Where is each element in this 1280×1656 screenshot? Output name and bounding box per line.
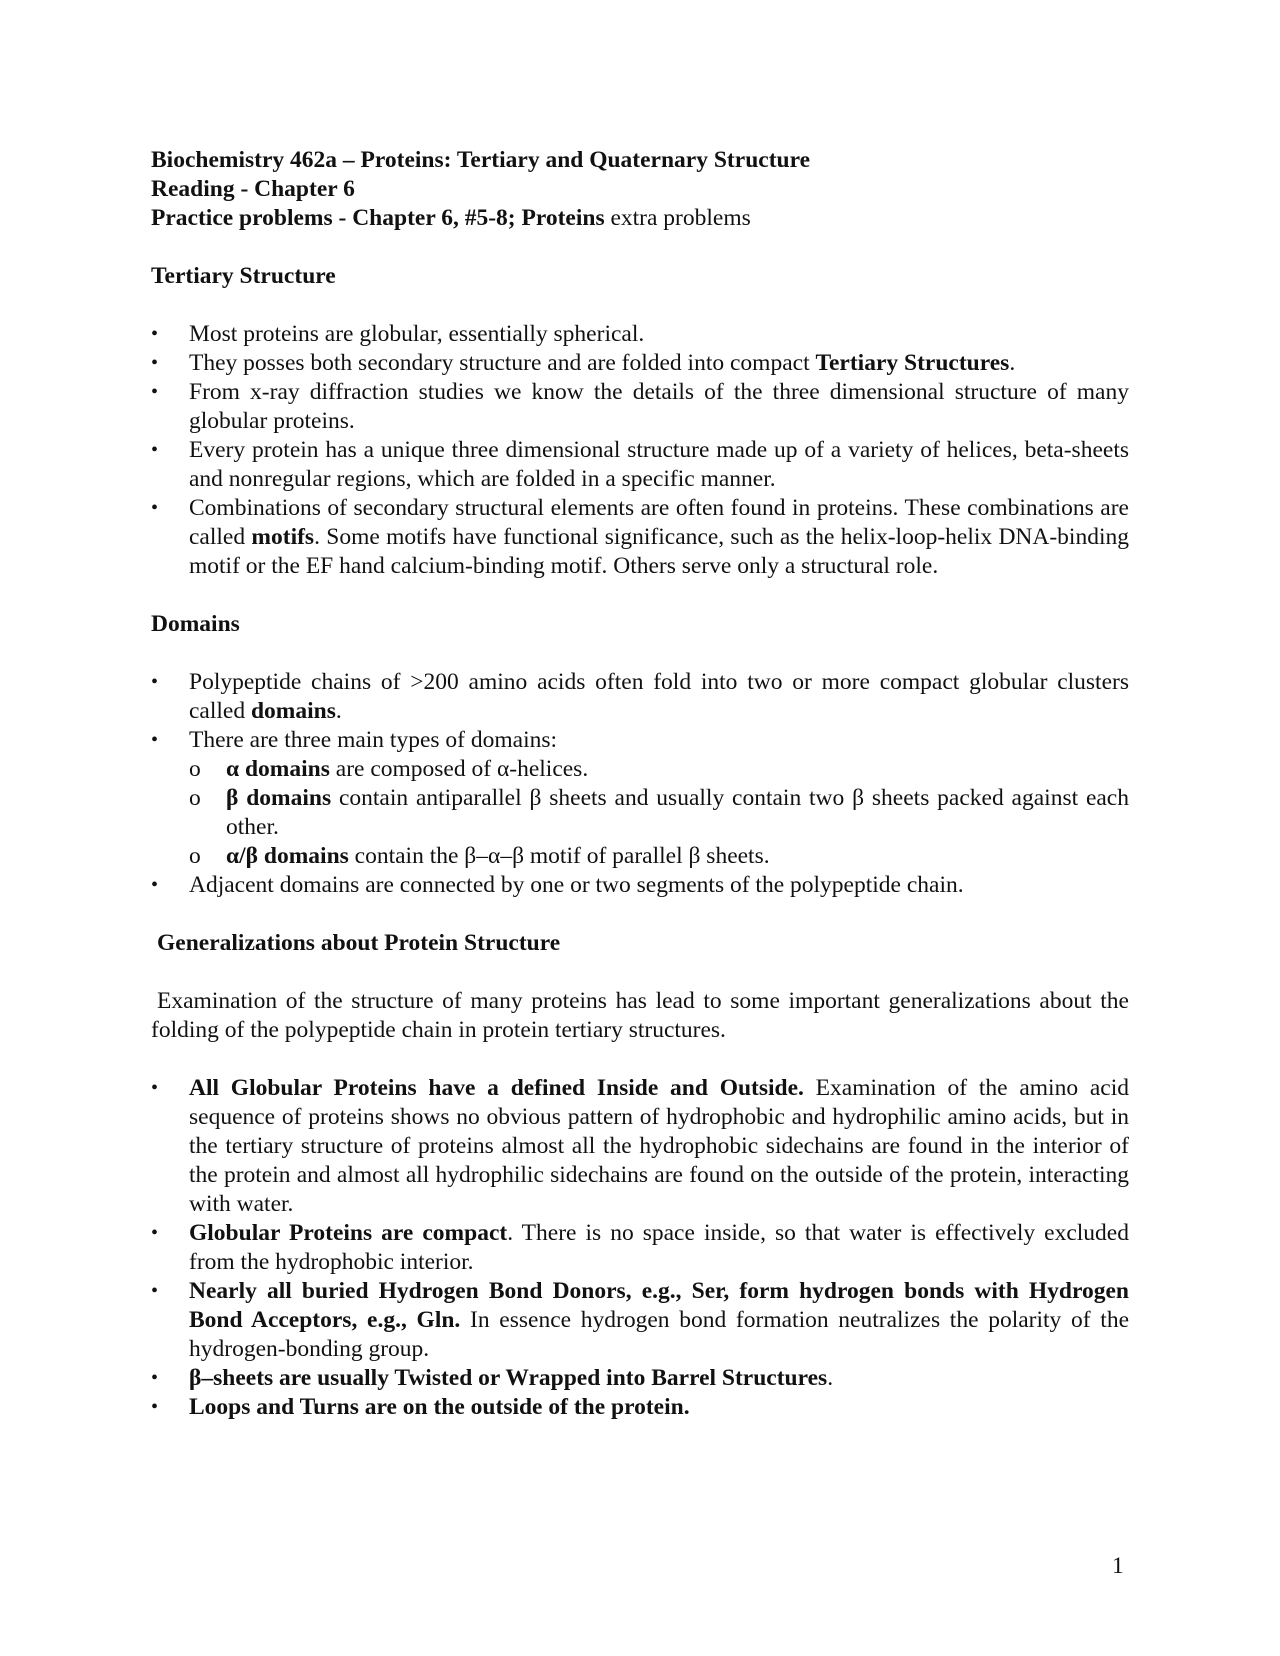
- term-alpha-domains: α domains: [226, 756, 330, 782]
- list-item: [151, 1277, 1129, 1364]
- list-item: [151, 1364, 1129, 1393]
- list-item: [151, 494, 1129, 581]
- list-item-text: .: [1009, 350, 1016, 376]
- list-item-text: From x-ray diffraction studies we know the details of the three dimensional structure of many globular proteins.: [189, 379, 1129, 434]
- term-alpha-beta-domains: α/β domains: [226, 843, 349, 869]
- list-item-text: Most proteins are globular, essentially spherical.: [189, 321, 645, 347]
- list-item-text: . Some motifs have functional significance, such as the helix-loop-helix DNA-binding motif or the EF hand calcium-binding motif. Others serve only a structural role.: [189, 524, 1129, 579]
- sublist-item-text: are composed of α-helices.: [329, 756, 589, 782]
- document-title: Biochemistry 462a – Proteins: Tertiary and Quaternary Structure: [151, 147, 811, 173]
- list-item: [151, 726, 1129, 871]
- term-beta-sheets: β–sheets are usually Twisted or Wrapped into Barrel Structures: [189, 1365, 828, 1391]
- list-item-text: There are three main types of domains:: [189, 727, 558, 753]
- generalizations-list: [151, 1074, 1129, 1422]
- list-item-text: In essence hydrogen bond formation neutralizes the polarity of the hydrogen-bonding group.: [189, 1307, 1129, 1362]
- term-hydrogen-bonds: Nearly all buried Hydrogen Bond Donors, e.g., Ser, form hydrogen bonds with Hydrogen Bond Acceptors, e.g., Gln.: [189, 1278, 1129, 1333]
- list-item: [151, 871, 1129, 900]
- practice-bold: Practice problems - Chapter 6, #5-8; Proteins: [151, 205, 605, 231]
- list-item-text: Examination of the amino acid sequence of proteins shows no obvious pattern of hydrophobic and hydrophilic amino acids, but in the tertiary structure of proteins almost all the hydrophobic sidechains are found in the interior of the protein and almost all hydrophilic sidechains are found on the outside of the protein, interacting with water.: [189, 1075, 1129, 1217]
- list-item: [151, 378, 1129, 436]
- page-number: 1: [1112, 1553, 1124, 1579]
- term-domains: domains: [250, 698, 336, 724]
- list-item: [151, 668, 1129, 726]
- sublist-item-text: contain antiparallel β sheets and usually contain two β sheets packed against each other.: [226, 785, 1129, 840]
- section-heading-tertiary: Tertiary Structure: [151, 263, 336, 289]
- section-heading-domains: Domains: [151, 611, 240, 637]
- list-item: [151, 1074, 1129, 1219]
- list-item-text: .: [335, 698, 342, 724]
- list-item-text: .: [827, 1365, 834, 1391]
- list-item-text: . There is no space inside, so that water is effectively excluded from the hydrophobic interior.: [189, 1220, 1129, 1275]
- list-item: [151, 320, 1129, 349]
- section-heading-generalizations: Generalizations about Protein Structure: [157, 930, 561, 956]
- sublist-item: [151, 755, 1129, 784]
- list-item-text: Adjacent domains are connected by one or two segments of the polypeptide chain.: [189, 872, 964, 898]
- list-item-text: They posses both secondary structure and are folded into compact: [189, 350, 816, 376]
- list-item: [151, 349, 1129, 378]
- list-item: [151, 1393, 1129, 1422]
- list-item-text: Every protein has a unique three dimensional structure made up of a variety of helices, beta-sheets and nonregular regions, which are folded in a specific manner.: [189, 437, 1129, 492]
- list-item: [151, 436, 1129, 494]
- list-item-text: Polypeptide chains of >200 amino acids often fold into two or more compact globular clusters called: [189, 669, 1129, 724]
- domain-types-sublist: [151, 755, 1129, 871]
- reading-line: Reading - Chapter 6: [151, 176, 355, 202]
- document-page: [151, 146, 1129, 1422]
- term-tertiary-structures: Tertiary Structures: [815, 350, 1010, 376]
- term-inside-outside: All Globular Proteins have a defined Inside and Outside.: [189, 1075, 804, 1101]
- list-item: [151, 1219, 1129, 1277]
- practice-line: [151, 204, 1129, 233]
- term-beta-domains: β domains: [226, 785, 332, 811]
- generalizations-intro: Examination of the structure of many proteins has lead to some important generalizations about the folding of the polypeptide chain in protein tertiary structures.: [151, 988, 1129, 1043]
- term-motifs: motifs: [251, 524, 315, 550]
- domains-list: [151, 668, 1129, 900]
- list-item-text: Combinations of secondary structural elements are often found in proteins. These combinations are called: [189, 495, 1129, 550]
- sublist-item: [151, 784, 1129, 842]
- tertiary-list: [151, 320, 1129, 581]
- term-loops-turns: Loops and Turns are on the outside of the protein.: [189, 1394, 690, 1420]
- sublist-item-text: contain the β–α–β motif of parallel β sheets.: [348, 843, 770, 869]
- practice-rest: extra problems: [604, 205, 751, 231]
- term-compact: Globular Proteins are compact: [189, 1220, 508, 1246]
- sublist-item: [151, 842, 1129, 871]
